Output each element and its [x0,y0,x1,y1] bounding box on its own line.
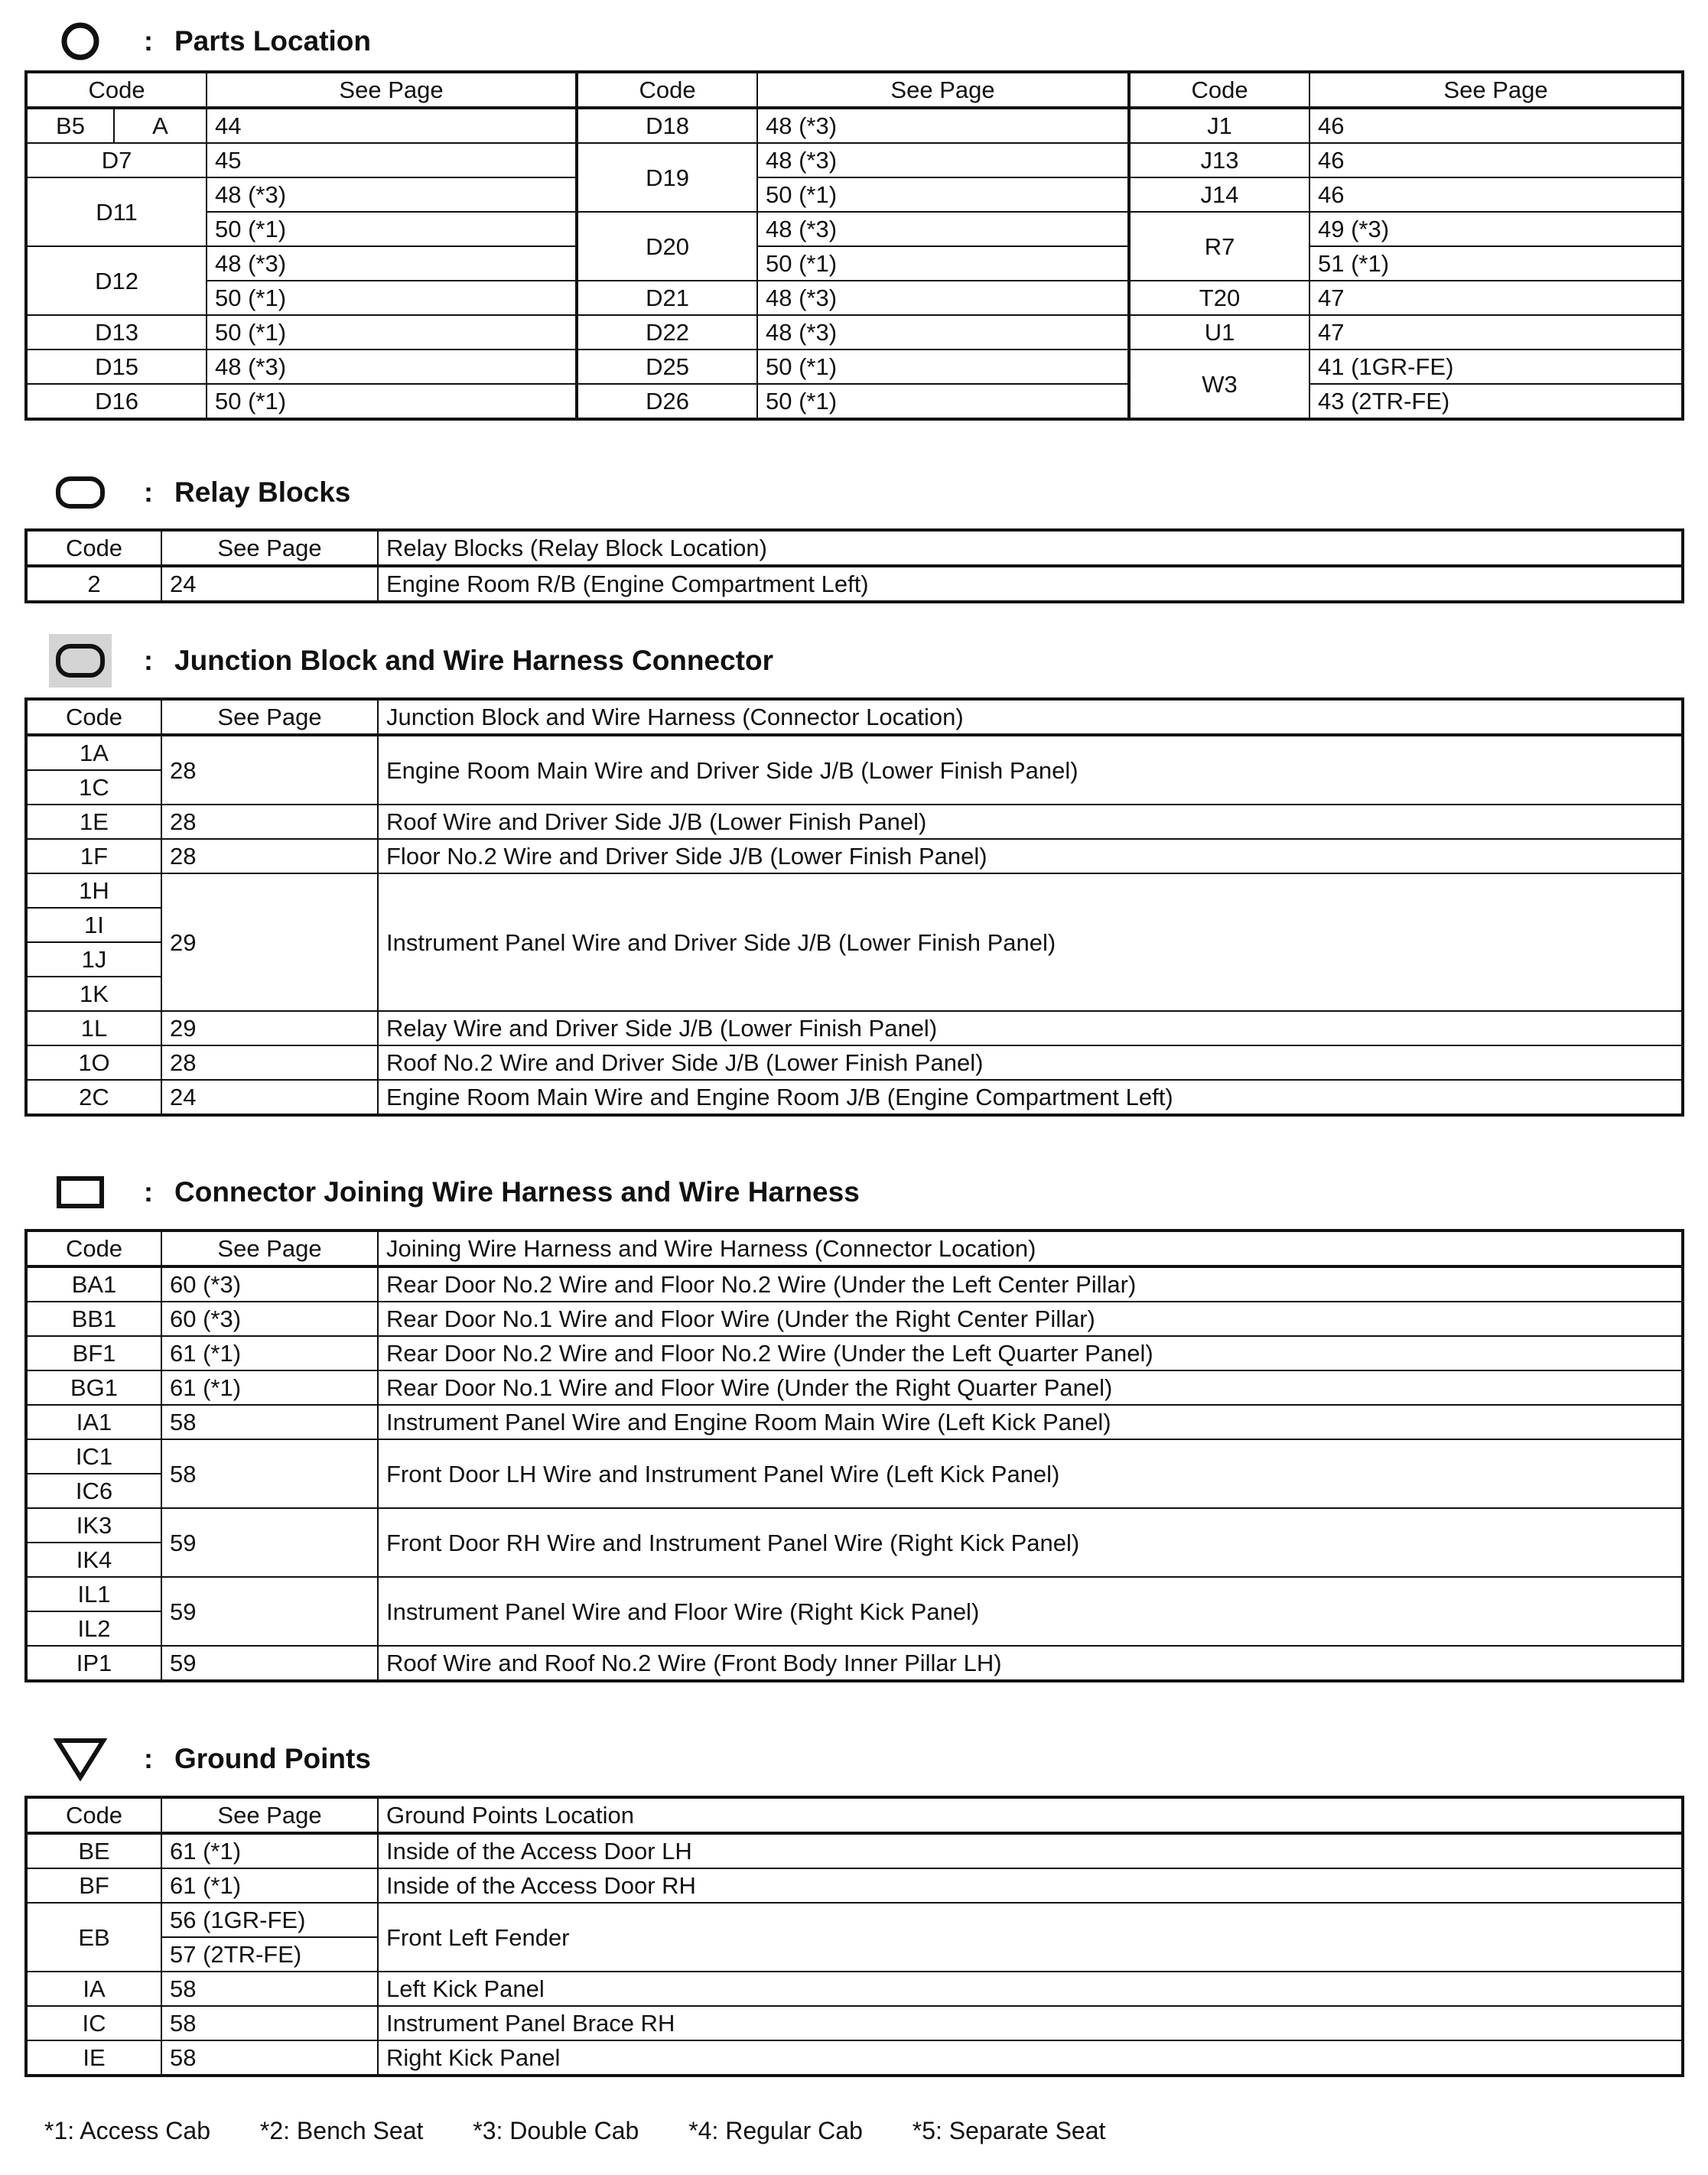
table-row [26,281,1683,315]
code-cell: 1A [26,735,161,770]
page-cell: 50 (*1) [207,281,577,315]
page-cell: 58 [161,2040,378,2076]
table-row [26,246,1683,281]
page-cell: 61 (*1) [161,1370,378,1405]
footnote-3: *3: Double Cab [473,2117,639,2144]
table-row [26,1080,1683,1115]
description-cell: Roof Wire and Driver Side J/B (Lower Finish Panel) [378,805,1683,839]
code-cell: D20 [577,212,757,281]
page-cell: 58 [161,1405,378,1439]
header-description: Ground Points Location [378,1797,1683,1833]
table-row [26,177,1683,212]
code-cell: D18 [577,108,757,143]
page-cell: 59 [161,1508,378,1577]
code-cell: IC1 [26,1439,161,1474]
section-header-parts [46,17,371,66]
connector-joining-table [24,1229,1684,1682]
ground-points-table [24,1796,1684,2077]
page-cell: 29 [161,1011,378,1045]
header-code: Code [26,72,207,108]
shaded-rounded-rect-icon [46,636,115,685]
code-cell: EB [26,1903,161,1972]
description-cell: Instrument Panel Wire and Engine Room Main Wire (Left Kick Panel) [378,1405,1683,1439]
table-row [26,1508,1683,1543]
page-cell: 60 (*3) [161,1302,378,1336]
table-row [26,349,1683,384]
code-cell: D21 [577,281,757,315]
page-cell: 28 [161,805,378,839]
description-cell: Rear Door No.2 Wire and Floor No.2 Wire (Under the Left Center Pillar) [378,1266,1683,1302]
code-cell: U1 [1129,315,1309,349]
colon: : [144,1743,153,1774]
table-row [26,805,1683,839]
code-cell: BF [26,1868,161,1903]
page-cell: 61 (*1) [161,1833,378,1868]
description-cell: Engine Room R/B (Engine Compartment Left) [378,566,1683,602]
code-cell: 2C [26,1080,161,1115]
table-row [26,1833,1683,1868]
header-description: Joining Wire Harness and Wire Harness (Connector Location) [378,1231,1683,1266]
page-cell: 48 (*3) [757,108,1129,143]
code-cell: 1F [26,839,161,873]
section-title-connector: Connector Joining Wire Harness and Wire Harness [174,1176,860,1208]
table-row [26,839,1683,873]
description-cell: Instrument Panel Brace RH [378,2006,1683,2040]
page-cell: 58 [161,2006,378,2040]
header-see-page: See Page [161,699,378,735]
code-cell: 1H [26,873,161,908]
page-cell: 50 (*1) [757,177,1129,212]
page-cell: 50 (*1) [757,349,1129,384]
page-cell: 61 (*1) [161,1336,378,1370]
code-cell: 1C [26,770,161,805]
table-row [26,1903,1683,1937]
code-cell: J14 [1129,177,1309,212]
table-row [26,384,1683,419]
rounded-rect-icon [46,468,115,517]
description-cell: Roof Wire and Roof No.2 Wire (Front Body Inner Pillar LH) [378,1646,1683,1681]
description-cell: Front Door LH Wire and Instrument Panel Wire (Left Kick Panel) [378,1439,1683,1508]
description-cell: Rear Door No.1 Wire and Floor Wire (Under the Right Center Pillar) [378,1302,1683,1336]
footnotes [44,2117,1148,2145]
description-cell: Instrument Panel Wire and Floor Wire (Right Kick Panel) [378,1577,1683,1646]
table-row [26,1972,1683,2006]
table-row [26,1439,1683,1474]
code-cell: 1L [26,1011,161,1045]
code-cell: J1 [1129,108,1309,143]
header-description: Relay Blocks (Relay Block Location) [378,530,1683,566]
header-code: Code [26,1231,161,1266]
page-cell: 48 (*3) [757,143,1129,177]
code-cell: D25 [577,349,757,384]
circle-icon [46,17,115,66]
header-see-page: See Page [161,1797,378,1833]
description-cell: Engine Room Main Wire and Engine Room J/B (Engine Compartment Left) [378,1080,1683,1115]
table-row [26,1370,1683,1405]
code-cell: IP1 [26,1646,161,1681]
page-cell: 41 (1GR-FE) [1309,349,1683,384]
code-cell: 1O [26,1045,161,1080]
code-cell: D7 [26,143,207,177]
footnote-1: *1: Access Cab [44,2117,210,2144]
colon: : [144,1176,153,1208]
code-cell: D19 [577,143,757,212]
code-cell: BG1 [26,1370,161,1405]
page-cell: 43 (2TR-FE) [1309,384,1683,419]
table-row [26,108,1683,143]
colon: : [144,25,153,57]
page-cell: 59 [161,1577,378,1646]
table-row [26,1868,1683,1903]
footnote-4: *4: Regular Cab [688,2117,863,2144]
colon: : [144,645,153,676]
header-see-page: See Page [757,72,1129,108]
page-cell: 51 (*1) [1309,246,1683,281]
table-row [26,212,1683,246]
junction-block-table [24,697,1684,1117]
section-header-relay [46,468,351,517]
header-code: Code [577,72,757,108]
description-cell: Inside of the Access Door LH [378,1833,1683,1868]
parts-location-table [24,70,1684,421]
page-cell: 28 [161,735,378,805]
table-row [26,1266,1683,1302]
code-cell: 1E [26,805,161,839]
page-cell: 47 [1309,281,1683,315]
table-row [26,1011,1683,1045]
section-title-ground: Ground Points [174,1743,371,1774]
code-cell: IK4 [26,1543,161,1577]
section-title-junction: Junction Block and Wire Harness Connector [174,645,773,676]
description-cell: Relay Wire and Driver Side J/B (Lower Finish Panel) [378,1011,1683,1045]
code-cell: BA1 [26,1266,161,1302]
page-cell: 28 [161,1045,378,1080]
page-cell: 48 (*3) [757,212,1129,246]
page-cell: 49 (*3) [1309,212,1683,246]
header-see-page: See Page [161,1231,378,1266]
table-row [26,1646,1683,1681]
code-cell: 2 [26,566,161,602]
code-cell: D12 [26,246,207,315]
section-title-relay: Relay Blocks [174,476,351,508]
code-cell: D15 [26,349,207,384]
footnote-5: *5: Separate Seat [912,2117,1106,2144]
section-header-connector [46,1168,860,1217]
table-row [26,566,1683,602]
description-cell: Front Door RH Wire and Instrument Panel Wire (Right Kick Panel) [378,1508,1683,1577]
code-cell: IL1 [26,1577,161,1611]
table-row [26,315,1683,349]
page-cell: 61 (*1) [161,1868,378,1903]
page-cell: 48 (*3) [757,315,1129,349]
description-cell: Rear Door No.1 Wire and Floor Wire (Under the Right Quarter Panel) [378,1370,1683,1405]
description-cell: Instrument Panel Wire and Driver Side J/B (Lower Finish Panel) [378,873,1683,1011]
header-code: Code [26,530,161,566]
code-cell: 1K [26,977,161,1011]
code-cell: IC6 [26,1474,161,1508]
code-cell: BE [26,1833,161,1868]
code-cell: R7 [1129,212,1309,281]
page-cell: 50 (*1) [207,212,577,246]
page-cell: 48 (*3) [207,349,577,384]
description-cell: Roof No.2 Wire and Driver Side J/B (Lower Finish Panel) [378,1045,1683,1080]
header-code: Code [1129,72,1309,108]
page-cell: 57 (2TR-FE) [161,1937,378,1972]
code-cell: IC [26,2006,161,2040]
description-cell: Floor No.2 Wire and Driver Side J/B (Lower Finish Panel) [378,839,1683,873]
code-cell: IK3 [26,1508,161,1543]
code-cell: D22 [577,315,757,349]
page-cell: 24 [161,566,378,602]
colon: : [144,476,153,508]
page-cell: 50 (*1) [757,384,1129,419]
page-cell: 50 (*1) [757,246,1129,281]
header-see-page: See Page [1309,72,1683,108]
code-cell: IE [26,2040,161,2076]
page-cell: 50 (*1) [207,315,577,349]
page-cell: 58 [161,1972,378,2006]
table-row [26,873,1683,908]
description-cell: Left Kick Panel [378,1972,1683,2006]
section-header-ground [46,1734,371,1783]
code-cell: A [114,108,207,143]
table-row [26,1302,1683,1336]
code-cell: 1I [26,908,161,942]
page-cell: 50 (*1) [207,384,577,419]
code-cell: D11 [26,177,207,246]
description-cell: Rear Door No.2 Wire and Floor No.2 Wire (Under the Left Quarter Panel) [378,1336,1683,1370]
header-see-page: See Page [207,72,577,108]
table-row [26,2040,1683,2076]
page-cell: 48 (*3) [207,246,577,281]
code-cell: D16 [26,384,207,419]
table-row [26,735,1683,770]
square-icon [46,1168,115,1217]
table-row [26,143,1683,177]
page-cell: 56 (1GR-FE) [161,1903,378,1937]
triangle-icon [46,1734,115,1783]
section-title-parts: Parts Location [174,25,371,57]
description-cell: Right Kick Panel [378,2040,1683,2076]
code-cell: BF1 [26,1336,161,1370]
relay-blocks-table [24,528,1684,603]
header-description: Junction Block and Wire Harness (Connector Location) [378,699,1683,735]
page-cell: 46 [1309,108,1683,143]
table-row [26,1577,1683,1611]
header-code: Code [26,1797,161,1833]
page-cell: 60 (*3) [161,1266,378,1302]
code-cell: D13 [26,315,207,349]
code-cell: B5 [26,108,114,143]
description-cell: Engine Room Main Wire and Driver Side J/B (Lower Finish Panel) [378,735,1683,805]
footnote-2: *2: Bench Seat [259,2117,424,2144]
table-row [26,1336,1683,1370]
code-cell: D26 [577,384,757,419]
page-cell: 46 [1309,143,1683,177]
page-cell: 45 [207,143,577,177]
page-cell: 29 [161,873,378,1011]
table-row [26,2006,1683,2040]
header-code: Code [26,699,161,735]
code-cell: IA [26,1972,161,2006]
description-cell: Front Left Fender [378,1903,1683,1972]
code-cell: W3 [1129,349,1309,419]
table-row [26,1405,1683,1439]
page-cell: 47 [1309,315,1683,349]
code-cell: BB1 [26,1302,161,1336]
code-cell: 1J [26,942,161,977]
code-cell: T20 [1129,281,1309,315]
page-cell: 24 [161,1080,378,1115]
description-cell: Inside of the Access Door RH [378,1868,1683,1903]
table-row [26,1045,1683,1080]
page-cell: 44 [207,108,577,143]
code-cell: J13 [1129,143,1309,177]
page-cell: 46 [1309,177,1683,212]
page-cell: 48 (*3) [207,177,577,212]
code-cell: IL2 [26,1611,161,1646]
page-cell: 58 [161,1439,378,1508]
code-cell: IA1 [26,1405,161,1439]
page-cell: 48 (*3) [757,281,1129,315]
page-cell: 28 [161,839,378,873]
header-see-page: See Page [161,530,378,566]
page-cell: 59 [161,1646,378,1681]
section-header-junction [46,636,773,685]
